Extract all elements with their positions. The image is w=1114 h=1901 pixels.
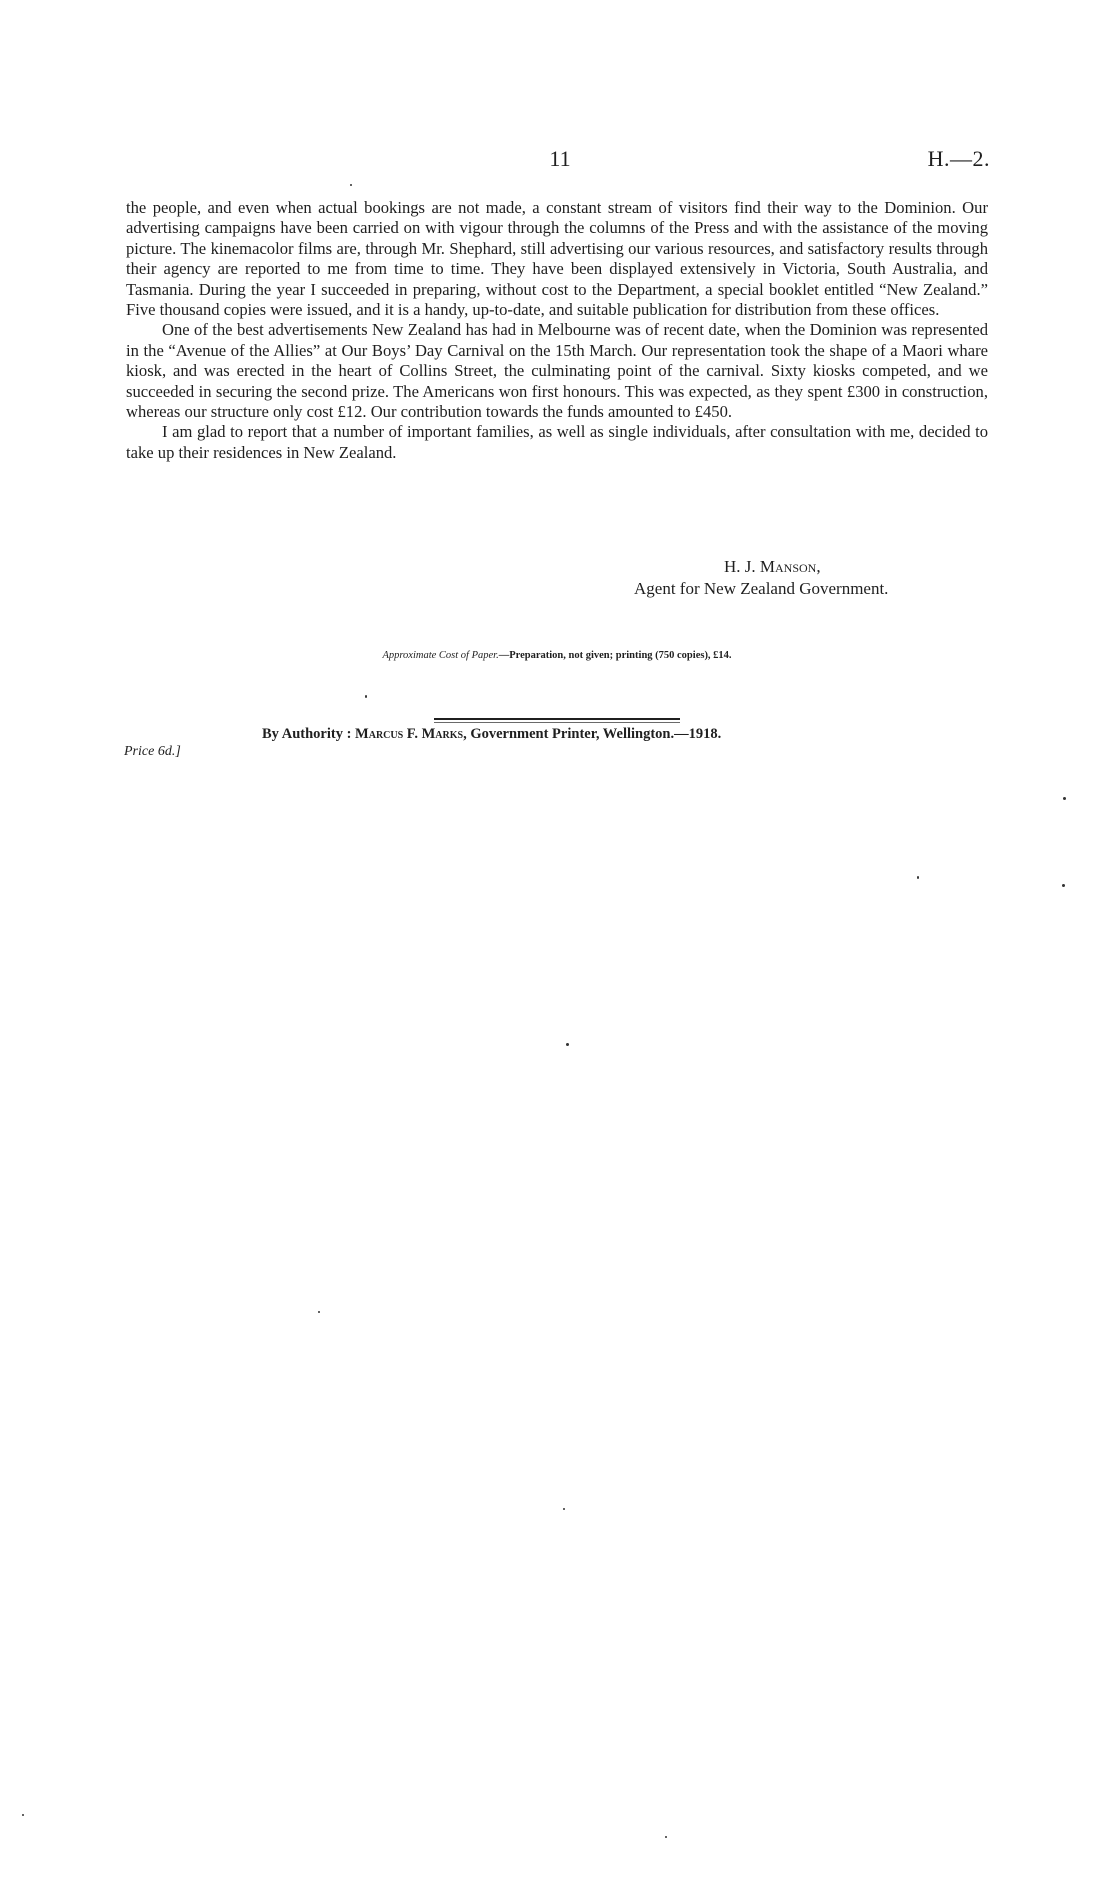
body-text (126, 198, 988, 463)
scan-speck (566, 1043, 569, 1046)
scan-speck (1062, 884, 1065, 887)
imprint-suffix: , Government Printer, Wellington.—1918. (463, 726, 722, 742)
cost-note-text: —Preparation, not given; printing (750 copies), £14. (498, 650, 732, 661)
scan-speck (917, 876, 919, 879)
signatory-title: Agent for New Zealand Government. (634, 579, 889, 598)
printer-name: Marcus F. Marks (355, 726, 464, 742)
scan-speck (1063, 797, 1066, 800)
cost-note (0, 650, 1114, 661)
signatory-name: H. J. Manson, (724, 557, 821, 576)
cost-note-label: Approximate Cost of Paper. (382, 650, 499, 661)
page-number: 11 (549, 146, 571, 171)
divider-rule (434, 718, 680, 720)
paragraph-1: the people, and even when actual bookings are not made, a constant stream of visitors find their way to the Dominion. Our advertising campaigns have been carried on with vigour through the columns of the Press and with the assistance of the moving picture. The kinemacolor films are, through Mr. Shephard, still advertising our various resources, and satisfactory results through their agency are reported to me from time to time. They have been displayed extensively in Victoria, South Australia, and Tasmania. During the year I succeeded in preparing, without cost to the Department, a special booklet entitled “New Zealand.” Five thousand copies were issued, and it is a handy, up-to-date, and suitable publication for distribution from these offices. (126, 198, 988, 320)
scan-speck (563, 1508, 565, 1510)
price-note: Price 6d.] (124, 744, 181, 759)
document-reference: H.—2. (927, 146, 990, 171)
signature-block (634, 556, 974, 600)
paragraph-2: One of the best advertisements New Zealand has had in Melbourne was of recent date, when the Dominion was represented in the “Avenue of the Allies” at Our Boys’ Day Carnival on the 15th March. Our representation took the shape of a Maori whare kiosk, and was erected in the heart of Collins Street, the culminating point of the carnival. Sixty kiosks competed, and we succeeded in securing the second prize. The Americans won first honours. This was expected, as they spent £300 in construction, whereas our structure only cost £12. Our contribution towards the funds amounted to £450. (126, 320, 988, 422)
scan-speck (318, 1311, 320, 1313)
scan-speck (350, 184, 352, 186)
scan-speck (365, 695, 367, 698)
printer-imprint (262, 726, 721, 743)
divider-rule-thin (434, 722, 680, 723)
paragraph-3: I am glad to report that a number of important families, as well as single individuals, after consultation with me, decided to take up their residences in New Zealand. (126, 422, 988, 462)
imprint-prefix: By Authority : (262, 726, 356, 742)
scan-speck (665, 1836, 667, 1838)
scan-speck (22, 1814, 24, 1816)
